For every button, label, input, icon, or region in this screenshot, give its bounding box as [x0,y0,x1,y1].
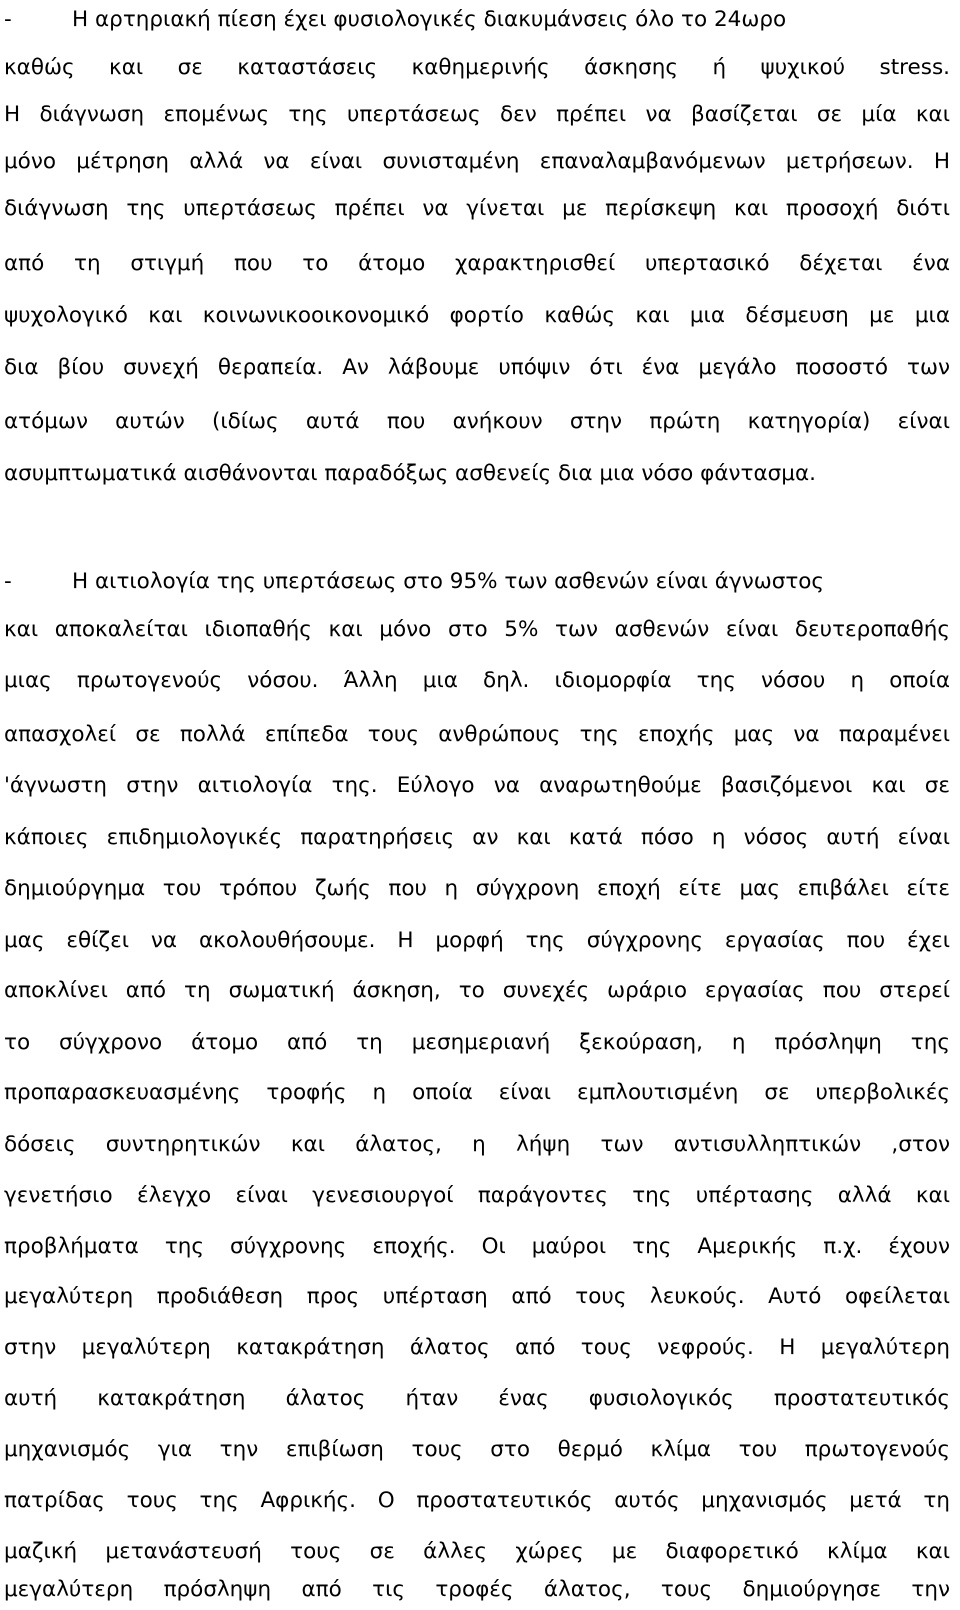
paragraph-2-line-7: δημιούργημα του τρόπου ζωής που η σύγχρονη εποχή είτε μας επιβάλει είτε [4,876,950,901]
paragraph-2-line-6: κάποιες επιδημιολογικές παρατηρήσεις αν και κατά πόσο η νόσος αυτή είναι [4,825,950,850]
paragraph-1-line-2: καθώς και σε καταστάσεις καθημερινής άσκησης ή ψυχικού stress. [4,55,950,80]
paragraph-1-line-7: ψυχολογικό και κοινωνικοοικονομικό φορτίο καθώς και μια δέσμευση με μια [4,303,950,328]
paragraph-1-line-9: ατόμων αυτών (ιδίως αυτά που ανήκουν στην πρώτη κατηγορία) είναι [4,409,950,434]
paragraph-2-line-10: το σύγχρονο άτομο από τη μεσημεριανή ξεκούραση, η πρόσληψη της [4,1030,950,1055]
paragraph-2-line-17: αυτή κατακράτηση άλατος ήταν ένας φυσιολογικός προστατευτικός [4,1386,950,1411]
paragraph-1-line-8: δια βίου συνεχή θεραπεία. Αν λάβουμε υπόψιν ότι ένα μεγάλο ποσοστό των [4,355,950,380]
paragraph-2-line-11: προπαρασκευασμένης τροφής η οποία είναι εμπλουτισμένη σε υπερβολικές [4,1080,950,1105]
paragraph-2-line-21: μεγαλύτερη πρόσληψη από τις τροφές άλατος, τους δημιούργησε την [4,1577,950,1602]
bullet-dash: - [4,7,12,32]
paragraph-2-line-14: προβλήματα της σύγχρονης εποχής. Οι μαύροι της Αμερικής π.χ. έχουν [4,1234,950,1259]
paragraph-2-line-3: μιας πρωτογενούς νόσου. Άλλη μια δηλ. ιδιομορφία της νόσου η οποία [4,668,950,693]
paragraph-2-line-5: 'άγνωστη στην αιτιολογία της. Εύλογο να αναρωτηθούμε βασιζόμενοι και σε [4,773,950,798]
paragraph-1-line-5: διάγνωση της υπερτάσεως πρέπει να γίνεται με περίσκεψη και προσοχή διότι [4,196,950,221]
paragraph-2-line-13: γενετήσιο έλεγχο είναι γενεσιουργοί παράγοντες της υπέρτασης αλλά και [4,1183,950,1208]
paragraph-2-line-18: μηχανισμός για την επιβίωση τους στο θερμό κλίμα του πρωτογενούς [4,1437,950,1462]
paragraph-2-line-12: δόσεις συντηρητικών και άλατος, η λήψη των αντισυλληπτικών ,στον [4,1132,950,1157]
paragraph-2-line-20: μαζική μετανάστευσή τους σε άλλες χώρες με διαφορετικό κλίμα και [4,1539,950,1564]
paragraph-2-line-16: στην μεγαλύτερη κατακράτηση άλατος από τους νεφρούς. Η μεγαλύτερη [4,1335,950,1360]
paragraph-1-line-10: ασυμπτωματικά αισθάνονται παραδόξως ασθενείς δια μια νόσο φάντασμα. [4,461,816,486]
paragraph-1-line-6: από τη στιγμή που το άτομο χαρακτηρισθεί υπερτασικό δέχεται ένα [4,251,950,276]
paragraph-2-line-8: μας εθίζει να ακολουθήσουμε. Η μορφή της σύγχρονης εργασίας που έχει [4,928,950,953]
paragraph-2-line-19: πατρίδας τους της Αφρικής. Ο προστατευτικός αυτός μηχανισμός μετά τη [4,1488,950,1513]
paragraph-2-line-1: - Η αιτιολογία της υπερτάσεως στο 95% των ασθενών είναι άγνωστος [4,562,950,602]
paragraph-2-line-4: απασχολεί σε πολλά επίπεδα τους ανθρώπους της εποχής μας να παραμένει [4,722,950,747]
paragraph-2-line-2: και αποκαλείται ιδιοπαθής και μόνο στο 5% των ασθενών είναι δευτεροπαθής [4,617,950,642]
paragraph-2-line-15: μεγαλύτερη προδιάθεση προς υπέρταση από τους λευκούς. Αυτό οφείλεται [4,1284,950,1309]
paragraph-1-line-4: μόνο μέτρηση αλλά να είναι συνισταμένη επαναλαμβανόμενων μετρήσεων. Η [4,149,950,174]
bullet-dash: - [4,569,12,594]
paragraph-1-line-3: Η διάγνωση επομένως της υπερτάσεως δεν πρέπει να βασίζεται σε μία και [4,102,950,127]
paragraph-1-line-1: - Η αρτηριακή πίεση έχει φυσιολογικές διακυμάνσεις όλο το 24ωρο [4,0,950,40]
paragraph-2-line-9: αποκλίνει από τη σωματική άσκηση, το συνεχές ωράριο εργασίας που στερεί [4,978,950,1003]
